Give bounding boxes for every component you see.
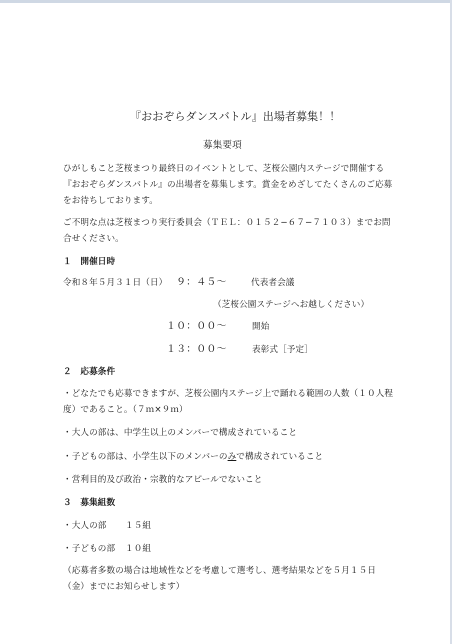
intro-line-1: ひがしもこと芝桜まつり最終日のイベントとして、芝桜公園内ステージで開催する xyxy=(63,164,385,174)
contact-line-1: ご不明な点は芝桜まつり実行委員会（ＴＥＬ：０１５２−６７−７１０３）までお問 xyxy=(63,218,391,228)
condition-2: ・大人の部は、中学生以上のメンバーで構成されていること xyxy=(63,428,298,438)
document-title: 『おおぞらダンスバトル』出場者募集！！ xyxy=(130,110,341,123)
time-2-label: 開始 xyxy=(252,322,270,332)
intro-line-2: 『おおぞらダンスバトル』の出場者を募集します。賞金をめざしてたくさんのご応募 xyxy=(63,180,393,190)
selection-note-line-1: （応募者多数の場合は地域性などを考慮して選考し、選考結果などを５月１５日 xyxy=(63,566,376,576)
condition-1-line-1: ・どなたでも応募できますが、芝桜公園内ステージ上で踊れる範囲の人数（１０人程 xyxy=(63,389,394,399)
condition-1-line-2: 度）であること。（７ｍ×９ｍ） xyxy=(63,405,188,415)
time-3-label: 表彰式［予定］ xyxy=(252,345,313,355)
section-1-heading: １ 開催日時 xyxy=(63,257,116,267)
event-date: 令和８年５月３１日（日） xyxy=(63,278,168,288)
time-1-note: （芝桜公園ステージへお越しください） xyxy=(213,300,370,310)
adult-division-label: ・大人の部 xyxy=(63,521,107,531)
time-3: １３：００〜 xyxy=(166,344,227,355)
time-1-label: 代表者会議 xyxy=(251,278,295,288)
selection-note-line-2: （金）までにお知らせします） xyxy=(63,582,185,592)
adult-division-count: １５組 xyxy=(125,521,152,531)
child-division-label: ・子どもの部 xyxy=(63,544,116,554)
intro-line-3: をお待ちしております。 xyxy=(63,196,158,206)
condition-3-prefix: ・子どもの部は、小学生以下のメンバーの xyxy=(63,452,228,462)
document-subtitle: 募集要項 xyxy=(203,140,242,151)
section-2-heading: ２ 応募条件 xyxy=(63,367,116,377)
condition-3-underlined: み xyxy=(227,452,237,462)
time-2: １０：００〜 xyxy=(166,321,227,332)
child-division-count: １０組 xyxy=(125,544,152,554)
condition-4: ・営利目的及び政治・宗教的なアピールでないこと xyxy=(63,475,263,485)
condition-3 xyxy=(63,451,323,463)
time-1: ９：４５〜 xyxy=(176,277,227,288)
section-3-heading: ３ 募集組数 xyxy=(63,498,116,508)
condition-3-suffix: で構成されていること xyxy=(236,452,324,462)
contact-line-2: 合せください。 xyxy=(63,234,124,244)
